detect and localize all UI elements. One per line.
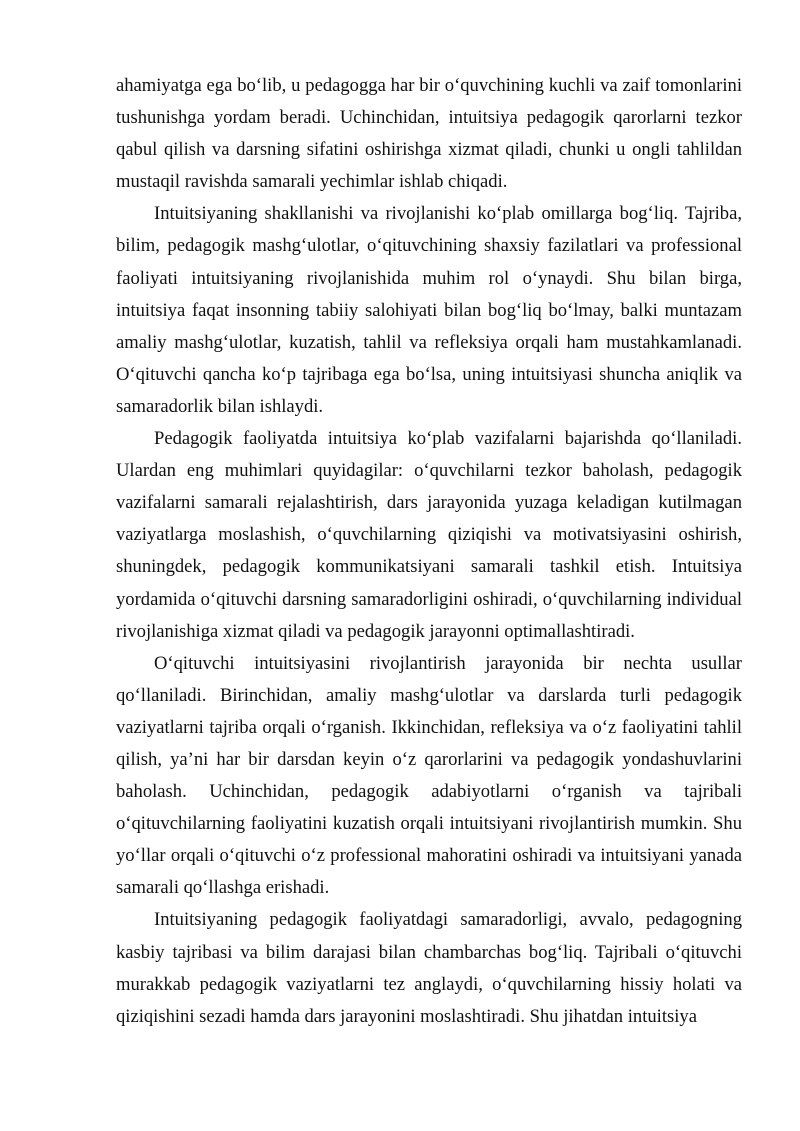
paragraph-intuition-formation: Intuitsiyaning shakllanishi va rivojlanishi ko‘plab omillarga bog‘liq. Tajriba, bilim, pedagogik mashg‘ulotlar, o‘qituvchining shaxsiy fazilatlari va professional faoliyati intuitsiyaning rivojlanishida muhim rol o‘ynaydi. Shu bilan birga, intuitsiya faqat insonning tabiiy salohiyati bilan bog‘liq bo‘lmay, balki muntazam amaliy mashg‘ulotlar, kuzatish, tahlil va refleksiya orqali ham mustahkamlanadi. O‘qituvchi qancha ko‘p tajribaga ega bo‘lsa, uning intuitsiyasi shuncha aniqlik va samaradorlik bilan ishlaydi. (116, 203, 742, 417)
paragraph-intuition-effectiveness: Intuitsiyaning pedagogik faoliyatdagi samaradorligi, avvalo, pedagogning kasbiy tajribasi va bilim darajasi bilan chambarchas bog‘liq. Tajribali o‘qituvchi murakkab pedagogik vaziyatlarni tez anglaydi, o‘quvchilarning hissiy holati va qiziqishini sezadi hamda dars jarayonini moslashtiradi. Shu jihatdan intuitsiya (116, 909, 742, 1027)
document-body (116, 70, 742, 1033)
paragraph-development-methods: O‘qituvchi intuitsiyasini rivojlantirish jarayonida bir nechta usullar qo‘llaniladi. Birinchidan, amaliy mashg‘ulotlar va darslarda turli pedagogik vaziyatlarni tajriba orqali o‘rganish. Ikkinchidan, refleksiya va o‘z faoliyatini tahlil qilish, ya’ni har bir darsdan keyin o‘z qarorlarini va pedagogik yondashuvlarini baholash. Uchinchidan, pedagogik adabiyotlarni o‘rganish va tajribali o‘qituvchilarning faoliyatini kuzatish orqali intuitsiyani rivojlantirish mumkin. Shu yo‘llar orqali o‘qituvchi o‘z professional mahoratini oshiradi va intuitsiyani yanada samarali qo‘llashga erishadi. (116, 652, 742, 899)
paragraph-intuition-functions: Pedagogik faoliyatda intuitsiya ko‘plab vazifalarni bajarishda qo‘llaniladi. Ulardan eng muhimlari quyidagilar: o‘quvchilarni tezkor baholash, pedagogik vazifalarni samarali rejalashtirish, dars jarayonida yuzaga keladigan kutilmagan vaziyatlarga moslashish, o‘quvchilarning qiziqishi va motivatsiyasini oshirish, shuningdek, pedagogik kommunikatsiyani samarali tashkil etish. Intuitsiya yordamida o‘qituvchi darsning samaradorligini oshiradi, o‘quvchilarning individual rivojlanishiga xizmat qiladi va pedagogik jarayonni optimallashtiradi. (116, 428, 742, 642)
paragraph-continuation: ahamiyatga ega bo‘lib, u pedagogga har bir o‘quvchining kuchli va zaif tomonlarini tushunishga yordam beradi. Uchinchidan, intuitsiya pedagogik qarorlarni tezkor qabul qilish va darsning sifatini oshirishga xizmat qiladi, chunki u ongli tahlildan mustaqil ravishda samarali yechimlar ishlab chiqadi. (116, 75, 742, 193)
